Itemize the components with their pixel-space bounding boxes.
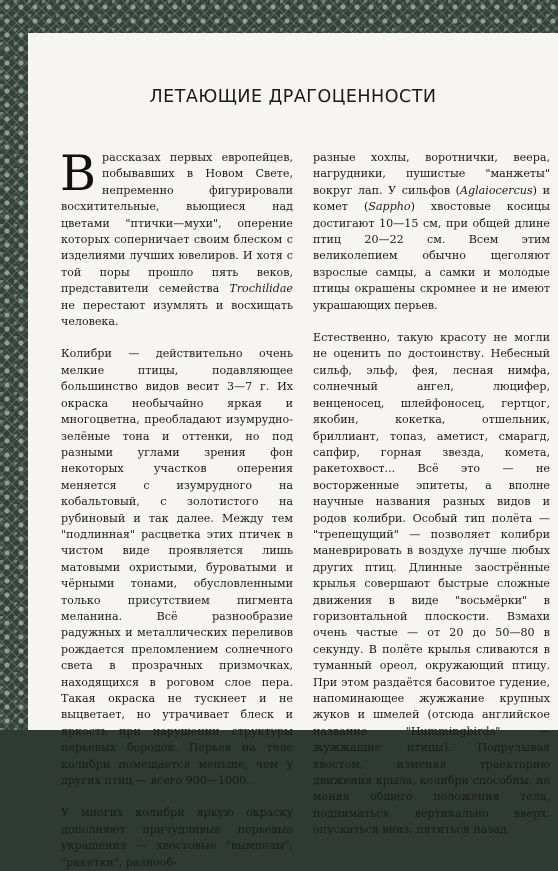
names-flight-paragraph: Естественно, такую красоту не могли не оценить по достоинству. Небесный сильф, эльф, фея, лесная нимфа, солнечный ангел, люцифер, венценосец, шлейфоносец, гертцог, якобин, кокетка, отшельник, бриллиант, топаз, аметист, смарагд, сапфир, горная звезда, комета, ракетохвост... Всё это — не восторженные эпитеты, а вполне научные названия разных видов и родов колибри. Особый тип полёта — "трепещущий" — позволяет колибри маневрировать в воздухе лучше любых других птиц. Длинные заострённые крылья совершают быстрые сложные движения в виде "восьмёрки" в горизонтальной плоскости. Взмахи очень частые — от 20 до 50—80 в секунду. В полёте крылья сливаются в туманный ореол, окружающий птицу. При этом раздаётся басовитое гудение, напоминающее жужжание крупных жуков и шмелей (отсюда английское название "Hummingbirds" — жужжащие птицы). Подрулывая хвостом, изменяя траекторию движения крыла, колибри способны, не меняя общего положения тела, подниматься вертикально вверх, опускаться вниз, пятиться назад. (313, 331, 550, 837)
genus-name-sappho: Sappho (368, 200, 411, 214)
ornament-paragraph: У многих колибри яркую окраску дополняют причудливые перьевые украшения — хвостовые "вымпелы", "ракетки", разнооб- (61, 806, 293, 869)
tail-text-c: ) хвостовые косицы достигают 10—15 см, при общей длине птиц 20—22 см. Всем этим великолепием обычно щеголяют взрослые самцы, а самки и молодые птицы окрашены скромнее и не имеют украшающих перьев. (313, 200, 550, 312)
left-column (60, 145, 293, 871)
page-title: ЛЕТАЮЩИЕ ДРАГОЦЕННОСТИ (149, 87, 437, 107)
tail-text-a: разные хохлы, воротнички, веера, нагрудники, пушистые "манжеты" вокруг лап. У сильфов ( (313, 151, 550, 197)
intro-text-lead: рассказах первых европейцев, побывавших в Новом Свете, непременно фигурировали восхитительные, вьющиеся над цветами "птички—мухи", оперение которых соперничает своим блеском с изделиями лучших ювелиров. И хотя с той поры прошло пять веков, представители семейства (61, 151, 293, 296)
intro-text-tail: не перестают изумлять и восхищать человека. (61, 298, 293, 329)
book-page (28, 33, 558, 869)
genus-name-aglaiocercus: Aglaiocercus (460, 183, 533, 197)
intro-paragraph (60, 145, 293, 330)
coloration-paragraph: Колибри — действительно очень мелкие птицы, подавляющее большинство видов весит 3—7 г. Их окраска необычайно яркая и многоцветна, преобладают изумрудно-зелёные тона и оттенки, но под разными углами зрения фон некоторых участков оперения меняется с изумрудного на кобальтовый, с золотистого на рубиновый и так далее. Между тем "подлинная" расцветка этих птичек в чистом виде проявляется лишь матовыми охристыми, буроватыми и чёрными тонами, обусловленными только присутствием пигмента меланина. Всё разнообразие радужных и металлических переливов рождается преломлением солнечного света в прозрачных призмочках, находящихся в роговом слое пера. Такая окраска не тускнеет и не выцветает, но утрачивает блеск и яркость при нарушении структуры перьевых бородок. Перьев на теле колибри помещается меньше, чем у других птиц — всего 900—1000. (61, 347, 293, 788)
drop-cap: В (60, 145, 97, 202)
right-column (313, 150, 550, 839)
tail-text-b: ) и комет ( (313, 183, 550, 214)
tail-paragraph (313, 150, 550, 314)
family-name: Trochilidae (229, 282, 293, 296)
